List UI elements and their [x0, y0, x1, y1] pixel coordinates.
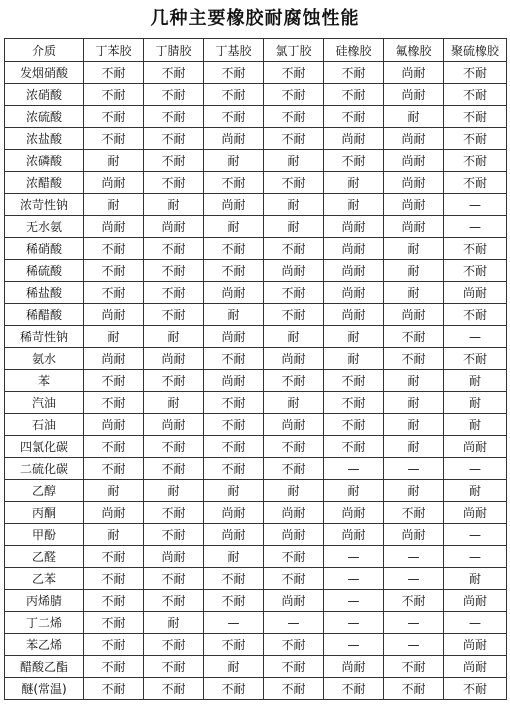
medium-cell: 二硫化碳: [5, 458, 84, 480]
resistance-cell: 不耐: [84, 436, 144, 458]
medium-cell: 丁二烯: [5, 612, 84, 634]
resistance-cell: 不耐: [204, 348, 264, 370]
resistance-cell: 不耐: [204, 436, 264, 458]
resistance-cell: 耐: [144, 326, 204, 348]
resistance-cell: 不耐: [84, 392, 144, 414]
resistance-cell: —: [324, 568, 384, 590]
resistance-cell: 不耐: [324, 436, 384, 458]
resistance-cell: 不耐: [264, 238, 324, 260]
resistance-cell: 不耐: [144, 458, 204, 480]
resistance-cell: 不耐: [324, 392, 384, 414]
resistance-cell: 耐: [204, 150, 264, 172]
resistance-cell: 尚耐: [84, 414, 144, 436]
resistance-cell: 不耐: [264, 678, 324, 700]
resistance-cell: 不耐: [144, 436, 204, 458]
resistance-cell: 不耐: [204, 260, 264, 282]
resistance-cell: —: [324, 458, 384, 480]
resistance-cell: —: [384, 458, 444, 480]
resistance-cell: 不耐: [84, 370, 144, 392]
resistance-cell: 不耐: [264, 282, 324, 304]
resistance-cell: 耐: [324, 172, 384, 194]
resistance-cell: 尚耐: [84, 304, 144, 326]
medium-cell: 苯乙烯: [5, 634, 84, 656]
header-cell-nbr: 丁腈胶: [144, 39, 204, 62]
resistance-cell: —: [384, 612, 444, 634]
table-row: [5, 480, 507, 502]
resistance-cell: 不耐: [84, 634, 144, 656]
medium-cell: 丙烯腈: [5, 590, 84, 612]
table-row: [5, 106, 507, 128]
table-row: [5, 150, 507, 172]
resistance-cell: 尚耐: [384, 216, 444, 238]
table-row: [5, 260, 507, 282]
resistance-cell: 不耐: [264, 436, 324, 458]
resistance-cell: 不耐: [384, 502, 444, 524]
resistance-cell: 不耐: [204, 634, 264, 656]
medium-cell: 稀硫酸: [5, 260, 84, 282]
resistance-cell: 不耐: [264, 304, 324, 326]
resistance-cell: 耐: [384, 260, 444, 282]
resistance-cell: 不耐: [204, 84, 264, 106]
resistance-cell: 尚耐: [204, 282, 264, 304]
resistance-cell: —: [444, 194, 507, 216]
resistance-cell: 不耐: [204, 414, 264, 436]
resistance-cell: 尚耐: [324, 216, 384, 238]
resistance-cell: 耐: [384, 414, 444, 436]
resistance-cell: 尚耐: [204, 326, 264, 348]
resistance-cell: 不耐: [444, 84, 507, 106]
medium-cell: 稀醋酸: [5, 304, 84, 326]
resistance-cell: 不耐: [204, 172, 264, 194]
resistance-cell: 不耐: [264, 106, 324, 128]
resistance-cell: 耐: [384, 392, 444, 414]
resistance-cell: —: [324, 590, 384, 612]
resistance-cell: 不耐: [324, 62, 384, 84]
resistance-cell: 耐: [444, 480, 507, 502]
resistance-cell: —: [444, 524, 507, 546]
medium-cell: 四氯化碳: [5, 436, 84, 458]
resistance-cell: 尚耐: [444, 590, 507, 612]
resistance-cell: 耐: [264, 194, 324, 216]
medium-cell: 甲酚: [5, 524, 84, 546]
resistance-cell: —: [264, 612, 324, 634]
resistance-cell: 尚耐: [264, 502, 324, 524]
resistance-cell: 不耐: [204, 568, 264, 590]
medium-cell: 醋酸乙酯: [5, 656, 84, 678]
resistance-cell: 耐: [384, 282, 444, 304]
resistance-cell: 耐: [204, 216, 264, 238]
resistance-cell: 尚耐: [84, 216, 144, 238]
resistance-cell: 不耐: [324, 150, 384, 172]
medium-cell: 丙酮: [5, 502, 84, 524]
resistance-cell: 尚耐: [264, 524, 324, 546]
resistance-cell: 不耐: [324, 414, 384, 436]
resistance-cell: 尚耐: [204, 128, 264, 150]
table-row: [5, 414, 507, 436]
resistance-cell: 不耐: [144, 84, 204, 106]
resistance-cell: 尚耐: [204, 524, 264, 546]
table-row: [5, 172, 507, 194]
corrosion-resistance-table: [4, 38, 507, 700]
table-row: [5, 392, 507, 414]
resistance-cell: 尚耐: [324, 238, 384, 260]
resistance-cell: 耐: [384, 238, 444, 260]
resistance-cell: 耐: [204, 304, 264, 326]
resistance-cell: 不耐: [264, 172, 324, 194]
resistance-cell: 耐: [444, 392, 507, 414]
resistance-cell: 耐: [384, 436, 444, 458]
table-body: [5, 62, 507, 700]
header-cell-sbr: 丁苯胶: [84, 39, 144, 62]
header-cell-fluoro: 氟橡胶: [384, 39, 444, 62]
resistance-cell: 耐: [84, 326, 144, 348]
table-row: [5, 678, 507, 700]
resistance-cell: —: [324, 634, 384, 656]
resistance-cell: 不耐: [84, 282, 144, 304]
resistance-cell: 不耐: [444, 62, 507, 84]
resistance-cell: 尚耐: [204, 370, 264, 392]
resistance-cell: 不耐: [144, 238, 204, 260]
resistance-cell: 不耐: [144, 678, 204, 700]
medium-cell: 醚(常温): [5, 678, 84, 700]
resistance-cell: 不耐: [384, 656, 444, 678]
resistance-cell: —: [204, 612, 264, 634]
resistance-cell: 不耐: [204, 62, 264, 84]
resistance-cell: 尚耐: [384, 150, 444, 172]
resistance-cell: 不耐: [84, 260, 144, 282]
resistance-cell: 耐: [384, 370, 444, 392]
table-row: [5, 238, 507, 260]
resistance-cell: 不耐: [84, 678, 144, 700]
table-row: [5, 436, 507, 458]
resistance-cell: 不耐: [144, 502, 204, 524]
table-row: [5, 568, 507, 590]
resistance-cell: 不耐: [444, 678, 507, 700]
resistance-cell: —: [384, 546, 444, 568]
resistance-cell: 不耐: [444, 150, 507, 172]
medium-cell: 氨水: [5, 348, 84, 370]
resistance-cell: 尚耐: [444, 436, 507, 458]
resistance-cell: 不耐: [84, 612, 144, 634]
resistance-cell: 尚耐: [444, 282, 507, 304]
resistance-cell: 不耐: [264, 84, 324, 106]
resistance-cell: 不耐: [144, 106, 204, 128]
resistance-cell: 尚耐: [84, 502, 144, 524]
resistance-cell: 耐: [84, 150, 144, 172]
resistance-cell: 尚耐: [324, 502, 384, 524]
resistance-cell: 尚耐: [204, 502, 264, 524]
header-cell-silicone: 硅橡胶: [324, 39, 384, 62]
table-row: [5, 216, 507, 238]
resistance-cell: 不耐: [264, 568, 324, 590]
resistance-cell: 不耐: [144, 282, 204, 304]
resistance-cell: 不耐: [144, 172, 204, 194]
resistance-cell: 不耐: [444, 348, 507, 370]
resistance-cell: 不耐: [264, 128, 324, 150]
resistance-cell: —: [444, 458, 507, 480]
resistance-cell: 尚耐: [324, 260, 384, 282]
resistance-cell: 不耐: [144, 62, 204, 84]
table-row: [5, 62, 507, 84]
resistance-cell: 尚耐: [384, 84, 444, 106]
resistance-cell: 耐: [84, 480, 144, 502]
resistance-cell: 不耐: [384, 590, 444, 612]
medium-cell: 浓盐酸: [5, 128, 84, 150]
resistance-cell: —: [324, 612, 384, 634]
resistance-cell: 耐: [384, 480, 444, 502]
resistance-cell: —: [384, 634, 444, 656]
resistance-cell: 不耐: [264, 370, 324, 392]
medium-cell: 汽油: [5, 392, 84, 414]
resistance-cell: 耐: [324, 480, 384, 502]
header-row: [5, 39, 507, 62]
resistance-cell: 不耐: [264, 634, 324, 656]
resistance-cell: 不耐: [144, 370, 204, 392]
resistance-cell: 不耐: [264, 656, 324, 678]
resistance-cell: 尚耐: [264, 260, 324, 282]
resistance-cell: 耐: [84, 524, 144, 546]
resistance-cell: 不耐: [84, 128, 144, 150]
resistance-cell: 尚耐: [324, 282, 384, 304]
resistance-cell: 耐: [384, 106, 444, 128]
table-row: [5, 502, 507, 524]
resistance-cell: 耐: [204, 546, 264, 568]
table-row: [5, 612, 507, 634]
resistance-cell: 尚耐: [444, 656, 507, 678]
resistance-cell: 不耐: [384, 326, 444, 348]
resistance-cell: 不耐: [444, 172, 507, 194]
resistance-cell: 尚耐: [384, 172, 444, 194]
resistance-cell: 不耐: [384, 678, 444, 700]
resistance-cell: 耐: [144, 480, 204, 502]
table-row: [5, 370, 507, 392]
resistance-cell: —: [444, 326, 507, 348]
resistance-cell: 尚耐: [384, 194, 444, 216]
resistance-cell: 不耐: [144, 304, 204, 326]
medium-cell: 发烟硝酸: [5, 62, 84, 84]
resistance-cell: 尚耐: [144, 348, 204, 370]
resistance-cell: 尚耐: [264, 348, 324, 370]
table-row: [5, 348, 507, 370]
table-row: [5, 326, 507, 348]
medium-cell: 浓醋酸: [5, 172, 84, 194]
resistance-cell: 不耐: [144, 524, 204, 546]
resistance-cell: 不耐: [204, 590, 264, 612]
resistance-cell: 尚耐: [264, 590, 324, 612]
resistance-cell: 耐: [444, 568, 507, 590]
resistance-cell: 不耐: [144, 634, 204, 656]
resistance-cell: 不耐: [444, 304, 507, 326]
resistance-cell: 不耐: [324, 106, 384, 128]
medium-cell: 苯: [5, 370, 84, 392]
medium-cell: 无水氨: [5, 216, 84, 238]
resistance-cell: 不耐: [144, 260, 204, 282]
table-row: [5, 84, 507, 106]
resistance-cell: 耐: [264, 392, 324, 414]
resistance-cell: 不耐: [204, 678, 264, 700]
resistance-cell: —: [444, 216, 507, 238]
resistance-cell: 尚耐: [84, 348, 144, 370]
resistance-cell: 不耐: [144, 150, 204, 172]
resistance-cell: 耐: [324, 348, 384, 370]
resistance-cell: 耐: [204, 656, 264, 678]
table-row: [5, 304, 507, 326]
resistance-cell: 尚耐: [324, 304, 384, 326]
resistance-cell: 耐: [444, 414, 507, 436]
resistance-cell: 不耐: [84, 106, 144, 128]
resistance-cell: 耐: [324, 194, 384, 216]
resistance-cell: 不耐: [204, 392, 264, 414]
resistance-cell: 不耐: [84, 568, 144, 590]
resistance-cell: 不耐: [204, 106, 264, 128]
table-row: [5, 458, 507, 480]
resistance-cell: 尚耐: [84, 172, 144, 194]
resistance-cell: 不耐: [144, 656, 204, 678]
resistance-cell: 不耐: [204, 458, 264, 480]
medium-cell: 乙醛: [5, 546, 84, 568]
medium-cell: 浓磷酸: [5, 150, 84, 172]
table-row: [5, 194, 507, 216]
resistance-cell: 耐: [264, 150, 324, 172]
table-row: [5, 128, 507, 150]
resistance-cell: 不耐: [144, 568, 204, 590]
resistance-cell: 尚耐: [384, 62, 444, 84]
resistance-cell: 不耐: [444, 106, 507, 128]
header-cell-medium: 介质: [5, 39, 84, 62]
resistance-cell: 不耐: [84, 656, 144, 678]
resistance-cell: 不耐: [84, 546, 144, 568]
table-row: [5, 524, 507, 546]
resistance-cell: 不耐: [444, 238, 507, 260]
medium-cell: 乙苯: [5, 568, 84, 590]
resistance-cell: —: [384, 568, 444, 590]
medium-cell: 稀硝酸: [5, 238, 84, 260]
resistance-cell: —: [444, 546, 507, 568]
resistance-cell: 不耐: [144, 128, 204, 150]
resistance-cell: 不耐: [444, 260, 507, 282]
resistance-cell: —: [444, 612, 507, 634]
resistance-cell: 耐: [144, 392, 204, 414]
resistance-cell: 不耐: [324, 678, 384, 700]
resistance-cell: 不耐: [264, 62, 324, 84]
resistance-cell: 不耐: [84, 62, 144, 84]
resistance-cell: 尚耐: [204, 194, 264, 216]
resistance-cell: 尚耐: [444, 502, 507, 524]
resistance-cell: 耐: [324, 326, 384, 348]
resistance-cell: 耐: [264, 216, 324, 238]
resistance-cell: 耐: [444, 370, 507, 392]
resistance-cell: 不耐: [324, 370, 384, 392]
resistance-cell: 不耐: [444, 128, 507, 150]
resistance-cell: 尚耐: [384, 524, 444, 546]
resistance-cell: 不耐: [324, 84, 384, 106]
resistance-cell: 不耐: [264, 458, 324, 480]
header-cell-butyl: 丁基胶: [204, 39, 264, 62]
resistance-cell: 不耐: [384, 348, 444, 370]
resistance-cell: 尚耐: [384, 128, 444, 150]
resistance-cell: 耐: [204, 480, 264, 502]
resistance-cell: 不耐: [84, 590, 144, 612]
table-row: [5, 590, 507, 612]
header-cell-polysulfide: 聚硫橡胶: [444, 39, 507, 62]
resistance-cell: 不耐: [84, 238, 144, 260]
resistance-cell: 不耐: [84, 458, 144, 480]
resistance-cell: 不耐: [84, 84, 144, 106]
resistance-cell: 不耐: [264, 546, 324, 568]
medium-cell: 乙醇: [5, 480, 84, 502]
resistance-cell: 尚耐: [144, 216, 204, 238]
resistance-cell: 尚耐: [144, 414, 204, 436]
table-row: [5, 634, 507, 656]
medium-cell: 稀苛性钠: [5, 326, 84, 348]
table-row: [5, 656, 507, 678]
resistance-cell: 耐: [264, 480, 324, 502]
resistance-cell: 尚耐: [384, 304, 444, 326]
resistance-cell: 不耐: [204, 238, 264, 260]
medium-cell: 稀盐酸: [5, 282, 84, 304]
resistance-cell: 耐: [84, 194, 144, 216]
medium-cell: 浓硝酸: [5, 84, 84, 106]
resistance-cell: 耐: [144, 194, 204, 216]
page-title: 几种主要橡胶耐腐蚀性能: [150, 8, 360, 29]
header-cell-chloroprene: 氯丁胶: [264, 39, 324, 62]
medium-cell: 浓硫酸: [5, 106, 84, 128]
resistance-cell: 耐: [264, 326, 324, 348]
resistance-cell: 尚耐: [324, 656, 384, 678]
resistance-cell: 尚耐: [324, 524, 384, 546]
medium-cell: 浓苛性钠: [5, 194, 84, 216]
table-row: [5, 282, 507, 304]
medium-cell: 石油: [5, 414, 84, 436]
resistance-cell: 不耐: [144, 590, 204, 612]
resistance-cell: 尚耐: [324, 128, 384, 150]
table-row: [5, 546, 507, 568]
resistance-cell: 尚耐: [444, 634, 507, 656]
resistance-cell: 尚耐: [264, 414, 324, 436]
resistance-cell: 尚耐: [144, 546, 204, 568]
resistance-cell: 耐: [144, 612, 204, 634]
resistance-cell: —: [324, 546, 384, 568]
